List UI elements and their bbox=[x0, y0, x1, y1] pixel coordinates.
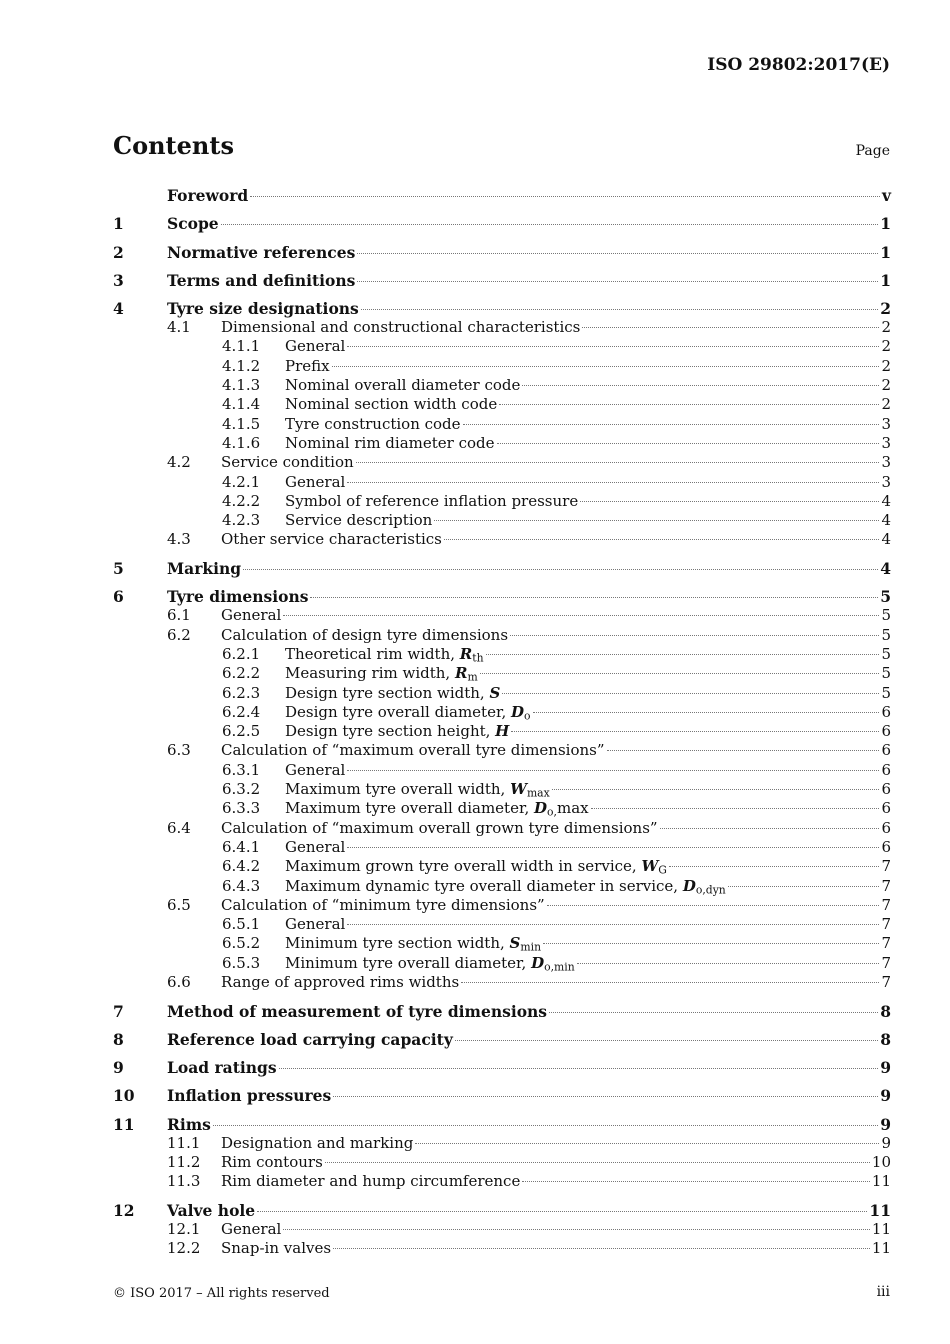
toc-entry[interactable] bbox=[113, 799, 891, 818]
toc-entry-page: 8 bbox=[880, 1029, 891, 1049]
toc-entry[interactable] bbox=[113, 318, 891, 337]
math-subscript: o bbox=[524, 709, 531, 723]
dot-leader bbox=[243, 569, 878, 570]
toc-entry[interactable] bbox=[113, 1002, 891, 1021]
toc-entry-page: 7 bbox=[881, 934, 891, 953]
toc-entry-page: 10 bbox=[871, 1153, 891, 1172]
toc-entry-number: 6.2.2 bbox=[222, 664, 261, 683]
toc-entry-number: 6.4.3 bbox=[222, 876, 261, 895]
toc-entry-title: Range of approved rims widths bbox=[221, 972, 460, 991]
dot-leader bbox=[347, 924, 879, 925]
toc-entry-title: General bbox=[285, 837, 346, 856]
dot-leader bbox=[547, 905, 880, 906]
toc-entry-number: 6 bbox=[113, 587, 124, 607]
contents-heading: Contents bbox=[113, 131, 234, 160]
toc-entry[interactable] bbox=[113, 337, 891, 356]
toc-entry-number: 4.2.3 bbox=[222, 511, 261, 530]
dot-leader bbox=[333, 1096, 878, 1097]
toc-entry-page: 4 bbox=[881, 530, 891, 549]
toc-entry-title: Nominal rim diameter code bbox=[285, 433, 495, 452]
toc-entry-title: Calculation of design tyre dimensions bbox=[221, 625, 509, 644]
toc-entry-title: Symbol of reference inflation pressure bbox=[285, 491, 579, 510]
toc-entry-title: Nominal overall diameter code bbox=[285, 376, 521, 395]
dot-leader bbox=[347, 770, 879, 771]
toc-entry-title: Design tyre section width, S bbox=[285, 683, 501, 702]
toc-entry[interactable] bbox=[113, 186, 891, 205]
toc-entry-page: 6 bbox=[881, 837, 891, 856]
toc-entry[interactable] bbox=[113, 857, 891, 876]
toc-entry-page: 5 bbox=[881, 683, 891, 702]
math-subscript: G bbox=[658, 863, 667, 877]
toc-entry-page: 7 bbox=[881, 857, 891, 876]
toc-entry-number: 6.3.1 bbox=[222, 760, 261, 779]
toc-entry-number: 9 bbox=[113, 1058, 124, 1078]
toc-entry[interactable] bbox=[113, 1058, 891, 1077]
toc-entry-number: 6.2 bbox=[167, 625, 191, 644]
toc-entry-number: 1 bbox=[113, 214, 124, 234]
table-of-contents bbox=[113, 186, 891, 1259]
math-subscript: max bbox=[526, 786, 550, 800]
toc-entry-number: 4.1.1 bbox=[222, 337, 261, 356]
toc-entry-page: 9 bbox=[880, 1114, 891, 1134]
dot-leader bbox=[549, 1012, 878, 1013]
toc-entry-title: Rim diameter and hump circumference bbox=[221, 1172, 521, 1191]
dot-leader bbox=[283, 1229, 870, 1230]
dot-leader bbox=[669, 866, 880, 867]
toc-entry-number: 6.5.3 bbox=[222, 953, 261, 972]
toc-entry-title: Theoretical rim width, $R_{th}$ bbox=[285, 644, 484, 665]
toc-entry-title: Snap-in valves bbox=[221, 1239, 332, 1258]
dot-leader bbox=[357, 253, 878, 254]
math-suffix: max bbox=[556, 799, 589, 818]
toc-entry-title: General bbox=[221, 606, 282, 625]
toc-entry[interactable] bbox=[113, 530, 891, 549]
toc-entry-page: 9 bbox=[880, 1086, 891, 1106]
toc-entry-page: 2 bbox=[881, 337, 891, 356]
toc-entry-page: 11 bbox=[871, 1239, 891, 1258]
toc-entry-page: 6 bbox=[881, 780, 891, 799]
toc-entry-number: 6.2.1 bbox=[222, 644, 261, 663]
toc-entry-number: 10 bbox=[113, 1086, 135, 1106]
toc-entry-title: Calculation of “minimum tyre dimensions” bbox=[221, 895, 545, 914]
toc-entry-number: 6.1 bbox=[167, 606, 191, 625]
toc-entry-number: 6.3 bbox=[167, 741, 191, 760]
toc-entry-page: 6 bbox=[881, 760, 891, 779]
toc-entry-title: General bbox=[285, 915, 346, 934]
toc-entry-number: 4.1 bbox=[167, 318, 191, 337]
toc-entry-title: Rim contours bbox=[221, 1153, 323, 1172]
math-symbol: D bbox=[511, 702, 525, 721]
toc-entry-number: 11.2 bbox=[167, 1153, 201, 1172]
toc-entry-page: 6 bbox=[881, 702, 891, 721]
toc-entry-title: Foreword bbox=[167, 186, 249, 205]
toc-entry[interactable] bbox=[113, 243, 891, 262]
dot-leader bbox=[356, 462, 880, 463]
toc-entry-title: Method of measurement of tyre dimensions bbox=[167, 1001, 548, 1021]
toc-entry[interactable] bbox=[113, 492, 891, 511]
toc-entry[interactable] bbox=[113, 645, 891, 664]
toc-entry-title: Tyre size designations bbox=[167, 299, 359, 319]
toc-entry-title: Other service characteristics bbox=[221, 530, 442, 549]
toc-entry-page: 2 bbox=[881, 318, 891, 337]
toc-entry-title: Load ratings bbox=[167, 1058, 277, 1078]
toc-entry-number: 4.1.6 bbox=[222, 433, 261, 452]
math-symbol: S bbox=[489, 683, 501, 702]
dot-leader bbox=[486, 654, 880, 655]
toc-entry-number: 11.3 bbox=[167, 1172, 201, 1191]
toc-entry-title: Minimum tyre overall diameter, $D_{o,min}$ bbox=[285, 953, 575, 974]
toc-entry-page: 2 bbox=[880, 299, 891, 319]
copyright-notice: © ISO 2017 – All rights reserved bbox=[113, 1286, 330, 1301]
toc-entry[interactable] bbox=[113, 1134, 891, 1153]
toc-entry-title: Valve hole bbox=[167, 1200, 256, 1220]
math-symbol: W bbox=[510, 780, 527, 799]
toc-entry-page: v bbox=[881, 186, 891, 205]
dot-leader bbox=[347, 482, 879, 483]
toc-entry-page: 5 bbox=[881, 606, 891, 625]
toc-entry[interactable] bbox=[113, 271, 891, 290]
toc-entry-page: 2 bbox=[881, 376, 891, 395]
math-symbol: D bbox=[534, 799, 548, 818]
dot-leader bbox=[497, 443, 880, 444]
dot-leader bbox=[347, 346, 879, 347]
toc-entry-page: 11 bbox=[869, 1200, 891, 1220]
toc-entry-number: 6.5 bbox=[167, 895, 191, 914]
toc-entry[interactable] bbox=[113, 1201, 891, 1220]
document-id: ISO 29802:2017(E) bbox=[707, 55, 890, 75]
toc-entry-page: 4 bbox=[880, 559, 891, 579]
toc-entry-number: 6.5.1 bbox=[222, 915, 261, 934]
toc-entry-title: Dimensional and constructional characteristics bbox=[221, 318, 581, 337]
dot-leader bbox=[415, 1143, 879, 1144]
toc-entry[interactable] bbox=[113, 954, 891, 973]
toc-entry-title: Maximum dynamic tyre overall diameter in service, $D_{o,dyn}$ bbox=[285, 876, 726, 897]
toc-entry[interactable] bbox=[113, 1030, 891, 1049]
toc-entry-title: Maximum tyre overall diameter, $D_{o,}\max$ bbox=[285, 799, 589, 819]
dot-leader bbox=[361, 309, 878, 310]
toc-entry[interactable] bbox=[113, 1086, 891, 1105]
math-symbol: S bbox=[509, 934, 521, 953]
dot-leader bbox=[461, 982, 879, 983]
toc-entry-title: General bbox=[285, 472, 346, 491]
toc-entry-number: 12.1 bbox=[167, 1219, 201, 1238]
dot-leader bbox=[510, 635, 879, 636]
toc-entry-number: 6.4.1 bbox=[222, 837, 261, 856]
toc-entry[interactable] bbox=[113, 1172, 891, 1191]
toc-entry-page: 5 bbox=[880, 587, 891, 607]
dot-leader bbox=[607, 750, 880, 751]
toc-entry-page: 3 bbox=[881, 472, 891, 491]
toc-entry[interactable] bbox=[113, 559, 891, 578]
toc-entry-title: Scope bbox=[167, 214, 219, 234]
toc-entry-number: 4.2.1 bbox=[222, 472, 261, 491]
dot-leader bbox=[480, 673, 880, 674]
toc-entry-number: 11 bbox=[113, 1114, 135, 1134]
toc-entry[interactable] bbox=[113, 299, 891, 318]
toc-entry-number: 5 bbox=[113, 559, 124, 579]
toc-entry[interactable] bbox=[113, 473, 891, 492]
toc-entry[interactable] bbox=[113, 780, 891, 799]
dot-leader bbox=[728, 886, 880, 887]
toc-entry-number: 4.2.2 bbox=[222, 491, 261, 510]
toc-entry-number: 11.1 bbox=[167, 1133, 201, 1152]
toc-entry[interactable] bbox=[113, 703, 891, 722]
dot-leader bbox=[283, 615, 879, 616]
toc-entry[interactable] bbox=[113, 819, 891, 838]
toc-entry-title: Service condition bbox=[221, 453, 354, 472]
toc-entry-title: Maximum grown tyre overall width in service, $W_G$ bbox=[285, 857, 667, 877]
toc-entry-number: 6.6 bbox=[167, 972, 191, 991]
toc-entry-title: Measuring rim width, $R_m$ bbox=[285, 664, 478, 684]
toc-entry-page: 3 bbox=[881, 414, 891, 433]
toc-entry-page: 7 bbox=[881, 953, 891, 972]
dot-leader bbox=[552, 789, 880, 790]
toc-entry-number: 12.2 bbox=[167, 1239, 201, 1258]
toc-entry[interactable] bbox=[113, 934, 891, 953]
math-symbol: H bbox=[495, 722, 510, 741]
toc-entry-page: 7 bbox=[881, 895, 891, 914]
toc-entry[interactable] bbox=[113, 626, 891, 645]
toc-entry[interactable] bbox=[113, 896, 891, 915]
toc-entry[interactable] bbox=[113, 915, 891, 934]
toc-entry-page: 11 bbox=[871, 1219, 891, 1238]
toc-entry-number: 4.3 bbox=[167, 530, 191, 549]
toc-entry-title: Design tyre section height, H bbox=[285, 722, 510, 741]
toc-entry-page: 2 bbox=[881, 356, 891, 375]
toc-entry-number: 6.5.2 bbox=[222, 934, 261, 953]
toc-entry-page: 3 bbox=[881, 433, 891, 452]
toc-entry-page: 1 bbox=[880, 214, 891, 234]
dot-leader bbox=[499, 404, 879, 405]
dot-leader bbox=[463, 424, 880, 425]
dot-leader bbox=[257, 1211, 867, 1212]
math-subscript: th bbox=[472, 651, 484, 665]
toc-entry[interactable] bbox=[113, 741, 891, 760]
dot-leader bbox=[325, 1162, 870, 1163]
toc-entry-number: 4.1.3 bbox=[222, 376, 261, 395]
math-symbol: D bbox=[682, 876, 696, 895]
dot-leader bbox=[522, 385, 879, 386]
dot-leader bbox=[221, 224, 879, 225]
toc-entry-title: Reference load carrying capacity bbox=[167, 1029, 453, 1049]
dot-leader bbox=[455, 1040, 878, 1041]
dot-leader bbox=[582, 327, 879, 328]
dot-leader bbox=[502, 693, 879, 694]
math-symbol: D bbox=[531, 953, 545, 972]
toc-entry[interactable] bbox=[113, 606, 891, 625]
toc-entry-number: 2 bbox=[113, 242, 124, 262]
math-subscript: min bbox=[520, 941, 542, 955]
math-subscript: o,min bbox=[544, 960, 575, 974]
toc-entry-title: Maximum tyre overall width, $W_{max}$ bbox=[285, 780, 550, 800]
math-subscript: o, bbox=[547, 806, 557, 819]
toc-entry-page: 3 bbox=[881, 453, 891, 472]
math-symbol: R bbox=[459, 644, 473, 663]
toc-entry-page: 9 bbox=[880, 1058, 891, 1078]
toc-entry-number: 3 bbox=[113, 270, 124, 290]
toc-entry[interactable] bbox=[113, 1115, 891, 1134]
toc-entry-number: 6.3.3 bbox=[222, 799, 261, 818]
toc-entry-page: 7 bbox=[881, 972, 891, 991]
toc-entry-page: 9 bbox=[881, 1133, 891, 1152]
page-number: iii bbox=[876, 1284, 890, 1300]
dot-leader bbox=[591, 808, 880, 809]
toc-entry-title: Calculation of “maximum overall tyre dimensions” bbox=[221, 741, 605, 760]
toc-entry[interactable] bbox=[113, 1153, 891, 1172]
toc-entry-title: Normative references bbox=[167, 242, 356, 262]
toc-entry-number: 6.4 bbox=[167, 818, 191, 837]
dot-leader bbox=[333, 1248, 870, 1249]
math-subscript: o,dyn bbox=[695, 883, 726, 897]
dot-leader bbox=[533, 712, 880, 713]
toc-entry[interactable] bbox=[113, 376, 891, 395]
dot-leader bbox=[444, 539, 880, 540]
toc-entry-number: 8 bbox=[113, 1029, 124, 1049]
toc-entry-number: 4.1.2 bbox=[222, 356, 261, 375]
dot-leader bbox=[522, 1181, 870, 1182]
toc-entry-page: 1 bbox=[880, 242, 891, 262]
math-symbol: R bbox=[454, 664, 468, 683]
dot-leader bbox=[250, 196, 880, 197]
toc-entry[interactable] bbox=[113, 434, 891, 453]
toc-entry-title: Tyre dimensions bbox=[167, 587, 309, 607]
dot-leader bbox=[347, 847, 879, 848]
toc-entry-number: 4 bbox=[113, 299, 124, 319]
toc-entry-page: 4 bbox=[881, 491, 891, 510]
dot-leader bbox=[580, 501, 879, 502]
toc-entry-number: 4.1.4 bbox=[222, 395, 261, 414]
toc-entry-page: 4 bbox=[881, 511, 891, 530]
toc-entry-title: Tyre construction code bbox=[285, 414, 461, 433]
toc-entry-page: 6 bbox=[881, 818, 891, 837]
dot-leader bbox=[357, 281, 878, 282]
toc-entry-number: 6.2.5 bbox=[222, 722, 261, 741]
toc-entry[interactable] bbox=[113, 587, 891, 606]
toc-entry-title: Inflation pressures bbox=[167, 1086, 332, 1106]
toc-entry-title: Calculation of “maximum overall grown tyre dimensions” bbox=[221, 818, 658, 837]
toc-entry-number: 6.2.4 bbox=[222, 702, 261, 721]
toc-entry[interactable] bbox=[113, 722, 891, 741]
toc-entry[interactable] bbox=[113, 838, 891, 857]
toc-entry-page: 7 bbox=[881, 876, 891, 895]
dot-leader bbox=[213, 1125, 878, 1126]
toc-entry-number: 6.3.2 bbox=[222, 780, 261, 799]
toc-entry[interactable] bbox=[113, 357, 891, 376]
math-subscript: m bbox=[467, 670, 478, 684]
toc-entry-title: Marking bbox=[167, 559, 242, 579]
toc-entry-number: 6.2.3 bbox=[222, 683, 261, 702]
dot-leader bbox=[660, 828, 880, 829]
dot-leader bbox=[279, 1068, 879, 1069]
toc-entry[interactable] bbox=[113, 1220, 891, 1239]
toc-entry-page: 5 bbox=[881, 644, 891, 663]
math-symbol: W bbox=[641, 857, 659, 876]
toc-entry-title: General bbox=[285, 760, 346, 779]
toc-entry[interactable] bbox=[113, 684, 891, 703]
toc-entry-title: Rims bbox=[167, 1114, 211, 1134]
toc-entry-number: 6.4.2 bbox=[222, 857, 261, 876]
toc-entry-number: 4.2 bbox=[167, 453, 191, 472]
toc-entry-title: Design tyre overall diameter, $D_o$ bbox=[285, 702, 531, 723]
toc-entry-title: Designation and marking bbox=[221, 1133, 414, 1152]
toc-entry[interactable] bbox=[113, 761, 891, 780]
dot-leader bbox=[511, 731, 879, 732]
toc-entry-page: 5 bbox=[881, 664, 891, 683]
toc-entry[interactable] bbox=[113, 415, 891, 434]
toc-entry-page: 8 bbox=[880, 1001, 891, 1021]
toc-entry-number: 7 bbox=[113, 1001, 124, 1021]
page-column-label: Page bbox=[855, 143, 890, 159]
dot-leader bbox=[434, 520, 879, 521]
toc-entry-page: 6 bbox=[881, 741, 891, 760]
toc-entry-title: Prefix bbox=[285, 356, 330, 375]
toc-entry-page: 6 bbox=[881, 799, 891, 818]
toc-entry[interactable] bbox=[113, 511, 891, 530]
toc-entry-title: Minimum tyre section width, $S_{min}$ bbox=[285, 934, 542, 955]
dot-leader bbox=[310, 597, 878, 598]
dot-leader bbox=[332, 366, 880, 367]
toc-entry-title: General bbox=[285, 337, 346, 356]
toc-entry-page: 1 bbox=[880, 270, 891, 290]
toc-entry[interactable] bbox=[113, 214, 891, 233]
toc-entry-page: 2 bbox=[881, 395, 891, 414]
toc-entry[interactable] bbox=[113, 395, 891, 414]
toc-entry-page: 7 bbox=[881, 915, 891, 934]
dot-leader bbox=[577, 963, 880, 964]
toc-entry-number: 4.1.5 bbox=[222, 414, 261, 433]
toc-entry[interactable] bbox=[113, 877, 891, 896]
toc-entry-number: 12 bbox=[113, 1200, 135, 1220]
toc-entry-title: General bbox=[221, 1219, 282, 1238]
toc-entry[interactable] bbox=[113, 664, 891, 683]
toc-entry-page: 5 bbox=[881, 625, 891, 644]
toc-entry-title: Service description bbox=[285, 511, 433, 530]
toc-entry-page: 6 bbox=[881, 722, 891, 741]
toc-entry[interactable] bbox=[113, 973, 891, 992]
toc-entry-title: Nominal section width code bbox=[285, 395, 498, 414]
dot-leader bbox=[543, 943, 879, 944]
toc-entry[interactable] bbox=[113, 453, 891, 472]
toc-entry-page: 11 bbox=[871, 1172, 891, 1191]
toc-entry[interactable] bbox=[113, 1239, 891, 1258]
toc-entry-title: Terms and definitions bbox=[167, 270, 356, 290]
